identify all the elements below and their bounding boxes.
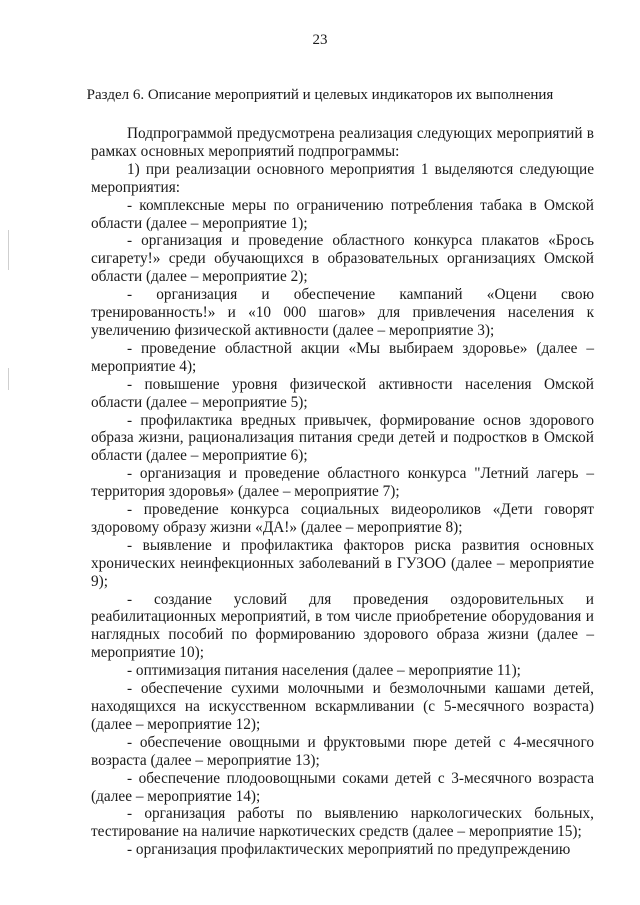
paragraph: Подпрограммой предусмотрена реализация следующих мероприятий в рамках основных мероприятий подпрограммы: <box>91 125 594 160</box>
list-item: - выявление и профилактика факторов риска развития основных хронических неинфекционных заболеваний в ГУЗОО (далее – мероприятие 9); <box>91 536 594 590</box>
section-heading: Раздел 6. Описание мероприятий и целевых индикаторов их выполнения <box>86 87 554 103</box>
list-item: - организация и проведение областного конкурса "Летний лагерь – территория здоровья» (далее – мероприятие 7); <box>91 465 594 501</box>
list-item: - создание условий для проведения оздоровительных и реабилитационных мероприятий, в том числе приобретение оборудования и наглядных пособий по формированию здорового образа жизни (далее – мероприятие 10); <box>91 590 594 662</box>
list-item: - обеспечение плодоовощными соками детей с 3-месячного возраста (далее – мероприятие 14); <box>91 769 594 805</box>
list-item: - организация и обеспечение кампаний «Оцени свою тренированность!» и «10 000 шагов» для привлечения населения к увеличению физической активности (далее – мероприятие 3); <box>91 286 594 339</box>
list-item: - организация и проведение областного конкурса плакатов «Брось сигарету!» среди обучающихся в образовательных организациях Омской области (далее – мероприятие 2); <box>91 232 594 286</box>
list-item: - организация работы по выявлению наркологических больных, тестирование на наличие наркотических средств (далее – мероприятие 15); <box>91 805 594 841</box>
list-item: - профилактика вредных привычек, формирование основ здорового образа жизни, рационализация питания среди детей и подростков в Омской области (далее – мероприятие 6); <box>91 411 594 465</box>
list-item: - комплексные меры по ограничению потребления табака в Омской области (далее – мероприятие 1); <box>91 196 594 232</box>
paragraph: 1) при реализации основного мероприятия 1 выделяются следующие мероприятия: <box>91 160 594 196</box>
list-item: - повышение уровня физической активности населения Омской области (далее – мероприятие 5); <box>91 375 594 411</box>
list-item: - проведение конкурса социальных видеороликов «Дети говорят здоровому образу жизни «ДА!» (далее – мероприятие 8); <box>91 501 594 536</box>
list-item: - оптимизация питания населения (далее – мероприятие 11); <box>127 662 521 680</box>
page-number: 23 <box>312 32 328 48</box>
scan-edge-mark <box>8 368 9 390</box>
list-item: - проведение областной акции «Мы выбираем здоровье» (далее – мероприятие 4); <box>91 339 594 375</box>
list-item: - организация профилактических мероприятий по предупреждению <box>127 841 571 859</box>
list-item: - обеспечение сухими молочными и безмолочными кашами детей, находящихся на искусственном вскармливании (с 5-месячного возраста) (далее – мероприятие 12); <box>91 680 594 733</box>
body-text <box>91 125 594 859</box>
list-item: - обеспечение овощными и фруктовыми пюре детей с 4-месячного возраста (далее – мероприятие 13); <box>91 733 594 769</box>
scan-edge-mark <box>8 230 9 270</box>
